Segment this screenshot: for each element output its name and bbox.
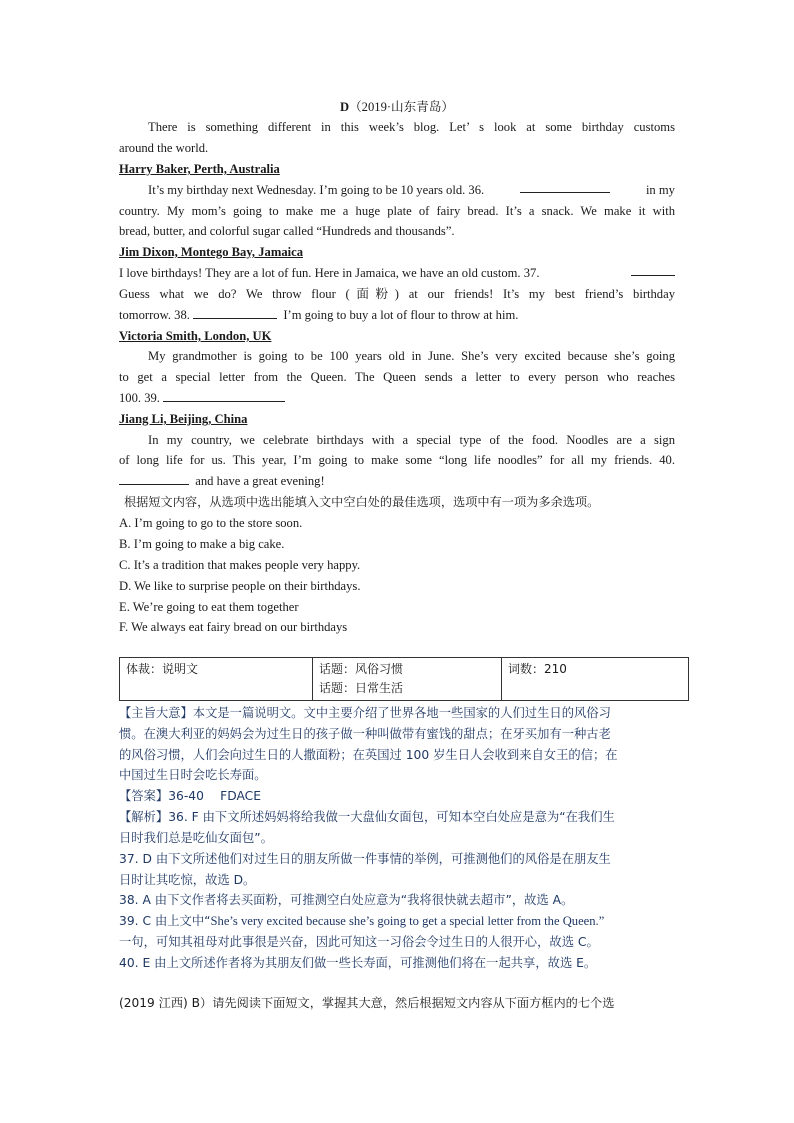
option-f: F. We always eat fairy bread on our birthdays (119, 620, 348, 634)
blank-38 (193, 306, 277, 319)
harry-line-3: bread, butter, and colorful sugar called “Hundreds and thousands”. (119, 224, 455, 238)
harry-line-1: It’s my birthday next Wednesday. I’m going to be 10 years old. 36. in my (148, 180, 675, 201)
jiang-line-3: and have a great evening! (119, 471, 675, 492)
intro-line-1: There is something different in this week’s blog. Let’ s look at some birthday customs (148, 120, 675, 134)
blank-40 (119, 472, 189, 485)
passage-heading: D（2019·山东青岛） (339, 100, 455, 114)
expl-39-line-1: 39. C 由上文中“She’s very excited because she’s going to get a special letter from the Queen.” (119, 914, 605, 928)
victoria-line-1: My grandmother is going to be 100 years old in June. She’s very excited because she’s going (148, 349, 675, 363)
genre-cell: 体裁：说明文 (120, 658, 313, 701)
blank-36 (520, 180, 610, 193)
expl-37-line-1: 37. D 由下文所述他们对过生日的朋友所做一件事情的举例，可推测他们的风俗是在朋友生 (119, 852, 611, 866)
summary-line-4: 中国过生日时会吃长寿面。 (119, 768, 267, 782)
harry-line-2: country. My mom’s going to make me a huge plate of fairy bread. It’s a snack. We make it with (119, 204, 675, 218)
blank-39 (163, 389, 285, 402)
option-a: A. I’m going to go to the store soon. (119, 516, 303, 530)
expl-37-line-2: 日时让其吃惊，故选 D。 (119, 873, 256, 887)
expl-38: 38. A 由下文作者将去买面粉，可推测空白处应意为“我将很快就去超市”，故选 A。 (119, 893, 574, 907)
section-heading-jim: Jim Dixon, Montego Bay, Jamaica (119, 245, 303, 259)
summary-line-2: 惯。在澳大利亚的妈妈会为过生日的孩子做一种叫做带有蜜饯的甜点；在牙买加有一种古老 (119, 727, 611, 741)
jim-line-1: I love birthdays! They are a lot of fun. Here in Jamaica, we have an old custom. 37. (119, 263, 675, 284)
option-b: B. I’m going to make a big cake. (119, 537, 285, 551)
jiang-line-2: of long life for us. This year, I’m going to make some “long life noodles” for all my friends. 40. (119, 453, 675, 467)
jim-line-2: Guess what we do? We throw flour (面粉) at our friends! It’s my best friend’s birthday (119, 287, 675, 301)
expl-36-line-2: 日时我们总是吃仙女面包”。 (119, 831, 273, 845)
section-heading-harry: Harry Baker, Perth, Australia (119, 162, 280, 176)
option-c: C. It’s a tradition that makes people very happy. (119, 558, 361, 572)
jim-line-3: tomorrow. 38. I’m going to buy a lot of flour to throw at him. (119, 308, 519, 322)
section-heading-jiang: Jiang Li, Beijing, China (119, 412, 248, 426)
blank-37 (631, 263, 675, 276)
intro-line-2: around the world. (119, 141, 209, 155)
victoria-line-3: 100. 39. (119, 388, 675, 409)
option-e: E. We’re going to eat them together (119, 600, 299, 614)
summary-line-1: 【主旨大意】本文是一篇说明文。文中主要介绍了世界各地一些国家的人们过生日的风俗习 (119, 706, 611, 720)
info-table (119, 657, 689, 701)
section-heading-victoria: Victoria Smith, London, UK (119, 329, 272, 343)
victoria-line-2: to get a special letter from the Queen. The Queen sends a letter to every person who reaches (119, 370, 675, 384)
instruction: 根据短文内容，从选项中选出能填入文中空白处的最佳选项，选项中有一项为多余选项。 (124, 495, 600, 509)
jiang-line-1: In my country, we celebrate birthdays with a special type of the food. Noodles are a sign (148, 433, 675, 447)
word-count-cell: 词数：210 (502, 658, 689, 701)
expl-39-line-2: 一句，可知其祖母对此事很是兴奋，因此可知这一习俗会令过生日的人很开心，故选 C。 (119, 935, 599, 949)
option-d: D. We like to surprise people on their birthdays. (119, 579, 361, 593)
expl-40: 40. E 由上文所述作者将为其朋友们做一些长寿面，可推测他们将在一起共享，故选 E。 (119, 956, 597, 970)
topic-cell: 话题：风俗习惯 话题：日常生活 (313, 658, 502, 701)
next-passage-intro: (2019 江西) B）请先阅读下面短文，掌握其大意，然后根据短文内容从下面方框内的七个选 (119, 996, 615, 1010)
expl-36-line-1: 【解析】36. F 由下文所述妈妈将给我做一大盘仙女面包，可知本空白处应是意为“在我们生 (119, 810, 615, 824)
summary-line-3: 的风俗习惯，人们会向过生日的人撒面粉；在英国过 100 岁生日人会收到来自女王的信；在 (119, 748, 618, 762)
answer-line: 【答案】36-40 FDACE (119, 789, 262, 803)
